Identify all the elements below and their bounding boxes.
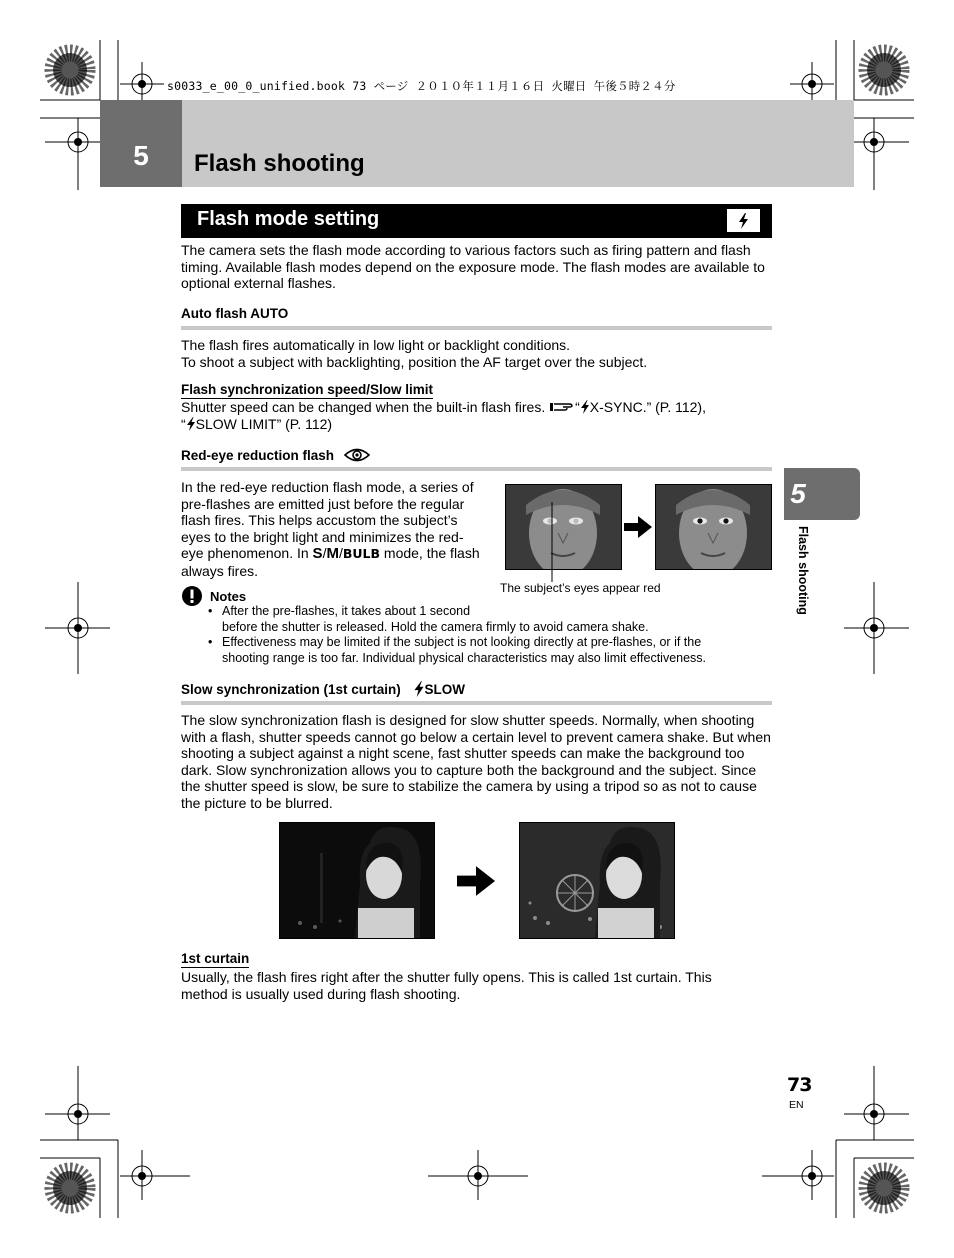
mode-m: M xyxy=(326,545,339,563)
mode-separator: / xyxy=(322,545,327,562)
auto-flash-rule xyxy=(181,326,772,330)
side-chapter-label: Flash shooting xyxy=(796,526,810,615)
red-eye-paragraph xyxy=(181,479,486,580)
slow-sync-rule xyxy=(181,701,772,705)
sync-speed-heading: Flash synchronization speed/Slow limit xyxy=(181,382,434,397)
sync-speed-text xyxy=(181,399,773,432)
slow-sync-before-photo xyxy=(279,822,435,939)
first-curtain-paragraph: Usually, the flash fires right after the shutter fully opens. This is called 1st curtain. This method is usually used during flash shooting. xyxy=(181,969,712,1002)
slow-sync-paragraph: The slow synchronization flash is designed for slow shutter speeds. Normally, when shooting with a flash, shutter speeds cannot go below a certain level to prevent camera shake. But when shooting a subject against a night scene, fast shutter speeds can make the background too dark. Slow synchronization allows you to capture both the background and the subject. Since the shutter speed is slow, be sure to stabilize the camera by using a tripod so as not to cause the picture to be blurred. xyxy=(181,712,771,811)
red-eye-caption: The subject’s eyes appear red xyxy=(500,581,661,595)
notes-heading: Notes xyxy=(210,589,247,604)
sync-speed-heading-wrap xyxy=(181,381,433,399)
note-bullet-1: • xyxy=(208,604,213,618)
flash-icon xyxy=(727,209,760,232)
note-item-2-line-1: Effectiveness may be limited if the subject is not looking directly at pre-flashes, or if the xyxy=(222,635,702,649)
red-eye-heading: Red-eye reduction flash xyxy=(181,448,335,463)
section-title: Flash mode setting xyxy=(197,208,380,230)
reference-hand-icon xyxy=(549,400,575,414)
note-bullet-2: • xyxy=(208,635,213,649)
eye-icon xyxy=(344,447,370,463)
auto-flash-line-2: To shoot a subject with backlighting, position the AF target over the subject. xyxy=(181,354,648,370)
auto-flash-heading: Auto flash AUTO xyxy=(181,306,289,321)
sync-speed-text-d: “ xyxy=(181,415,186,432)
caption-leader-line xyxy=(550,502,554,582)
notes-alert-icon xyxy=(181,585,203,607)
intro-paragraph: The camera sets the flash mode according to various factors such as firing pattern and flash timing. Available flash modes depend on the exposure mode. The flash modes are available to optional external flashes. xyxy=(181,242,765,292)
slow-sync-heading: Slow synchronization (1st curtain) xyxy=(181,682,401,697)
side-chapter-number: 5 xyxy=(790,478,806,509)
first-curtain-heading-wrap xyxy=(181,950,249,968)
slow-sync-after-photo xyxy=(519,822,675,939)
sync-speed-text-c: X-SYNC.” (P. 112), xyxy=(589,399,706,415)
arrow-right-icon xyxy=(457,866,495,896)
mode-separator-2: / xyxy=(338,545,343,562)
book-header: s0033_e_00_0_unified.book 73 ページ ２０１０年１１月１６日 火曜日 午後５時２４分 xyxy=(167,79,676,93)
flash-icon xyxy=(580,400,590,414)
red-eye-heading-wrap xyxy=(181,447,370,463)
slow-sync-heading-slow: SLOW xyxy=(424,682,466,697)
slow-sync-heading-wrap xyxy=(181,681,465,697)
note-item-2 xyxy=(222,635,782,666)
page-language: EN xyxy=(789,1099,804,1111)
auto-flash-line-1: The flash fires automatically in low light or backlight conditions. xyxy=(181,337,571,353)
flash-icon xyxy=(413,681,425,697)
note-item-1 xyxy=(222,604,782,635)
sync-speed-text-b: “ xyxy=(575,399,580,415)
red-eye-after-photo xyxy=(655,484,772,570)
red-eye-text-a: In the red-eye reduction flash mode, a series of pre-flashes are emitted just before the regular flash fires. This helps accustom the subject’s eyes to the bright light and minimizes the red-eye phenomenon. In xyxy=(181,479,474,562)
note-item-2-line-2: shooting range is too far. Individual physical characteristics may also limit effectiveness. xyxy=(222,650,707,665)
mode-s: S xyxy=(312,545,323,563)
red-eye-text-b: mode, the flash always fires. xyxy=(181,545,480,579)
first-curtain-heading: 1st curtain xyxy=(181,951,250,966)
chapter-title: Flash shooting xyxy=(194,150,365,177)
page-number: 73 xyxy=(787,1074,812,1096)
sync-speed-text-a: Shutter speed can be changed when the built-in flash fires. xyxy=(181,399,550,415)
note-item-1-line-2: before the shutter is released. Hold the camera firmly to avoid camera shake. xyxy=(222,619,649,634)
chapter-number: 5 xyxy=(133,140,149,171)
flash-icon xyxy=(186,417,196,431)
arrow-right-icon xyxy=(624,516,652,538)
sync-speed-text-e: SLOW LIMIT” (P. 112) xyxy=(195,415,333,432)
red-eye-before-photo xyxy=(505,484,622,570)
section-flash-icon-box xyxy=(727,209,760,232)
note-item-1-line-1: After the pre-flashes, it takes about 1 second xyxy=(222,604,471,618)
mode-bulb: BULB xyxy=(342,546,381,562)
red-eye-rule xyxy=(181,467,772,471)
